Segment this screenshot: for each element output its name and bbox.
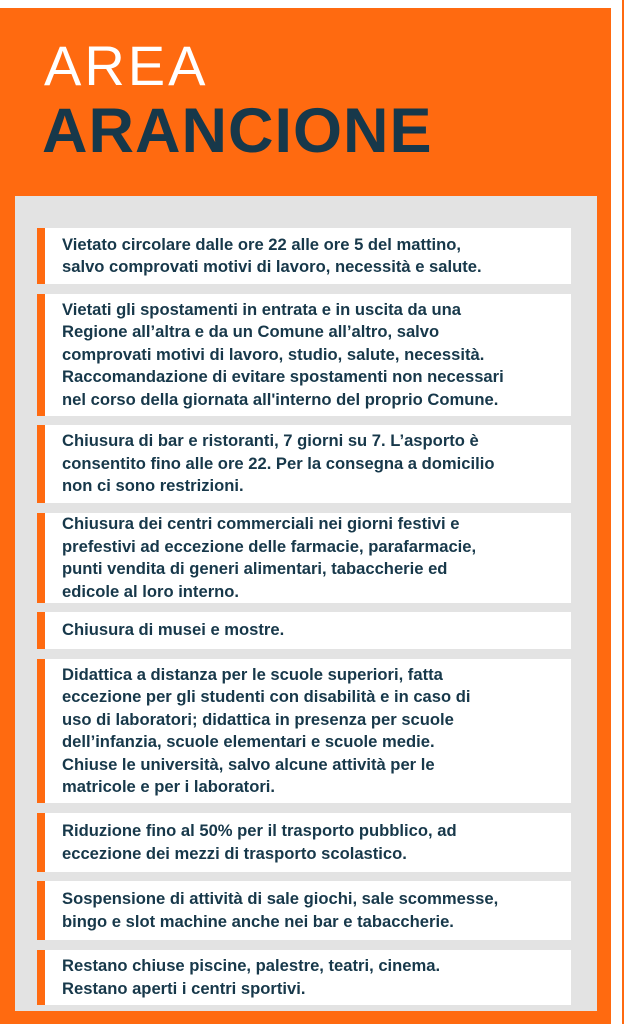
rule-text: Chiusura dei centri commerciali nei giorni festivi e prefestivi ad eccezione delle farmacie, parafarmacie, punti vendita di generi alimentari, tabaccherie ed edicole al loro interno. <box>62 514 477 601</box>
rule-item-museums <box>37 612 571 649</box>
rule-text: Riduzione fino al 50% per il trasporto pubblico, ad eccezione dei mezzi di trasporto scolastico. <box>62 821 457 863</box>
rule-item-bars <box>37 425 571 503</box>
rule-item-travel <box>37 294 571 416</box>
rule-item-curfew <box>37 228 571 284</box>
right-edge-line <box>622 0 624 1024</box>
rule-item-sports <box>37 950 571 1005</box>
rule-text: Chiusura di musei e mostre. <box>62 620 285 640</box>
rule-text: Didattica a distanza per le scuole superiori, fatta eccezione per gli studenti con disabilità e in caso di uso di laboratori; didattica in presenza per scuole dell’infanzia, scuole elementari e scuole medie. Chiuse le università, salvo alcune attività per le matricole e per i laboratori. <box>62 664 471 796</box>
rule-text: Vietati gli spostamenti in entrata e in uscita da una Regione all’altra e da un Comune all’altro, salvo comprovati motivi di lavoro, studio, salute, necessità. Raccomandazione di evitare spostamenti non necessari nel corso della giornata all'interno del proprio Comune. <box>62 299 504 409</box>
rule-text: Restano chiuse piscine, palestre, teatri, cinema. Restano aperti i centri sportivi. <box>62 956 441 998</box>
rule-item-transport <box>37 813 571 872</box>
title-line-2: ARANCIONE <box>42 96 433 166</box>
title-line-1: AREA <box>44 34 209 97</box>
rule-text: Chiusura di bar e ristoranti, 7 giorni su 7. L’asporto è consentito fino alle ore 22. Per la consegna a domicilio non ci sono restrizioni. <box>62 431 495 496</box>
rule-item-schools <box>37 659 571 803</box>
rule-text: Vietato circolare dalle ore 22 alle ore 5 del mattino, salvo comprovati motivi di lavoro, necessità e salute. <box>62 234 482 276</box>
rule-item-malls <box>37 513 571 603</box>
rule-item-gaming <box>37 881 571 940</box>
rule-text: Sospensione di attività di sale giochi, sale scommesse, bingo e slot machine anche nei bar e tabaccherie. <box>62 889 499 931</box>
